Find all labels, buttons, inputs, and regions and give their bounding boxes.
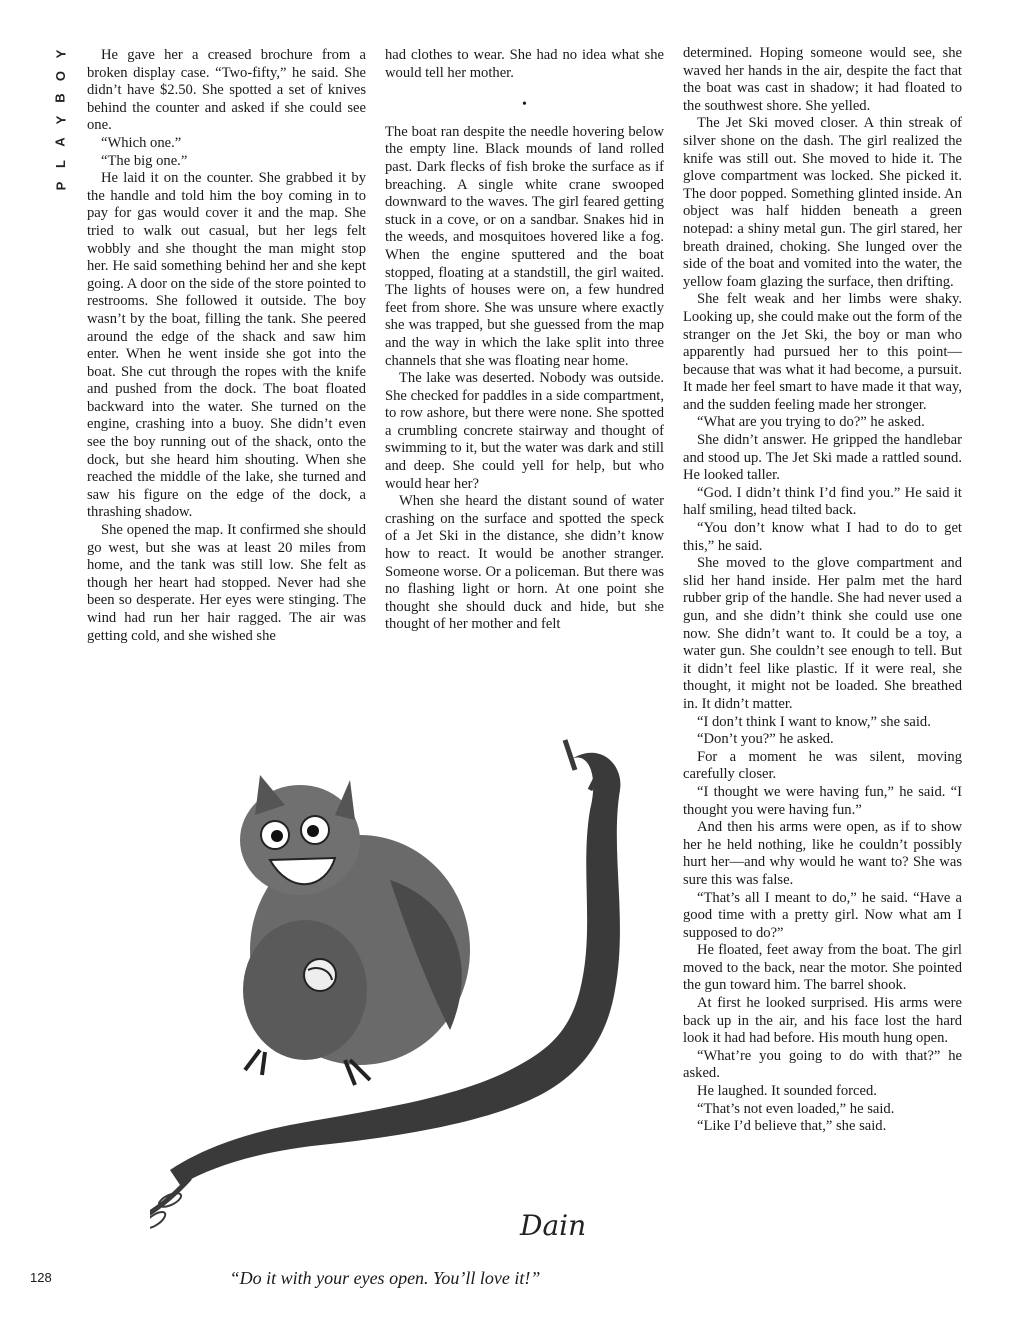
masthead-letter: O <box>53 70 68 82</box>
paragraph: At first he looked surprised. His arms were back up in the air, and his face lost the hard look it had had before. His mouth hung open. <box>683 995 962 1047</box>
paragraph: “What’re you going to do with that?” he asked. <box>683 1047 962 1082</box>
masthead-letter: Y <box>52 49 68 59</box>
paragraph: She opened the map. It confirmed she should go west, but she was at least 20 miles from home, and the tank was still low. She felt as though her heart had stopped. Never had she been so desperate. Her eyes were stinging. The wind had run her hair ragged. The air was getting cold, and she wished she <box>87 522 366 644</box>
cartoon-owls-on-branch <box>150 730 650 1260</box>
paragraph: “Which one.” <box>101 134 182 151</box>
paragraph: “I thought we were having fun,” he said. “I thought you were having fun.” <box>683 783 962 818</box>
masthead-letter: L <box>52 160 68 168</box>
paragraph: “What are you trying to do?” he asked. <box>697 414 925 431</box>
masthead-letter: Y <box>52 115 68 125</box>
paragraph: “Don’t you?” he asked. <box>697 731 834 748</box>
column-2 <box>385 47 664 634</box>
masthead-letter: P <box>52 181 68 191</box>
paragraph: The Jet Ski moved closer. A thin streak of silver shone on the dash. The girl realized the knife was still out. She moved to hide it. The glove compartment was locked. She picked it. The door popped. Something glinted inside. An object was half hidden beneath a green notepad: a shiny metal gun. The girl stared, her breath drained, choking. She lunged over the side of the boat and vomited into the water, the yellow foam glazing the surface, then drifting. <box>683 115 962 290</box>
cartoonist-signature: Dain <box>520 1209 587 1242</box>
paragraph-continued: had clothes to wear. She had no idea what she would tell her mother. <box>385 47 664 81</box>
paragraph: She felt weak and her limbs were shaky. Looking up, she could make out the form of the stranger on the Jet Ski, the boy or man who apparently had pursued her to this point—because that was what it had become, a pursuit. It made her feel smart to have made it that way, and the sudden feeling made her stronger. <box>683 291 962 413</box>
paragraph: He laid it on the counter. She grabbed it by the handle and told him the boy coming in to pay for gas would cover it and the map. She tried to walk out casual, but her legs felt wobbly and she thought the man might stop her. He said something behind her and she kept going. A door on the side of the store pointed to restrooms. She followed it outside. The boy wasn’t by the boat, filling the tank. She peered around the edge of the shack and saw him enter. When he went inside she got into the boat. She cut through the ropes with the knife and pushed from the dock. The boat floated backward into the water. She turned on the engine, crashing into a buoy. She didn’t even see the boy running out of the shack, onto the dock, but she heard him shouting. When she reached the middle of the lake, she turned and saw his figure on the edge of the dock, a thrashing shadow. <box>87 170 366 521</box>
paragraph: “That’s not even loaded,” he said. <box>697 1100 895 1117</box>
paragraph: “I don’t think I want to know,” she said. <box>697 713 931 730</box>
column-1 <box>87 47 366 645</box>
paragraph: “That’s all I meant to do,” he said. “Have a good time with a pretty girl. Now what am I supposed to do?” <box>683 889 962 941</box>
masthead-letter: A <box>52 137 68 147</box>
cartoon-caption: “Do it with your eyes open. You’ll love it!” <box>229 1268 541 1288</box>
paragraph: She moved to the glove compartment and slid her hand inside. Her palm met the hard rubber grip of the handle. She had never used a gun, and she didn’t think she could use one now. She didn’t want to. It could be a toy, a water gun. She couldn’t see enough to tell. But it didn’t feel like plastic. If it were real, she thought, it might not be loaded. She breathed in. It didn’t matter. <box>683 555 962 712</box>
masthead <box>52 46 70 194</box>
paragraph: And then his arms were open, as if to show her he held nothing, like he couldn’t possibly hurt her—and why would he want to? She was sure this was false. <box>683 819 962 888</box>
column-3 <box>683 45 962 1136</box>
paragraph: The boat ran despite the needle hovering below the empty line. Black mounds of land rolled past. Dark flecks of fish broke the surface as if breaching. A single white crane swooped downward to the waves. The girl feared getting stuck in a cove, or on a sandbar. Snakes hid in the weeds, and mosquitoes hovered like a fog. When the engine sputtered and the boat stopped, floating at a standstill, the girl waited. The lights of houses were on, a few hundred feet from shore. She was unsure where exactly she was trapped, but she guessed from the map and the way in which the lake split into three channels that she was floating near home. <box>385 123 664 369</box>
paragraph: “Like I’d believe that,” she said. <box>697 1118 887 1135</box>
page-number: 128 <box>30 1270 52 1285</box>
paragraph: He floated, feet away from the boat. The girl moved to the back, near the motor. She pointed the gun toward him. The barrel shook. <box>683 942 962 994</box>
paragraph: The lake was deserted. Nobody was outside. She checked for paddles in a side compartment, to row ashore, but there were none. She spotted a crumbling concrete stairway and thought of swimming to it, but the water was dark and still and deep. She could yell for help, but who would hear her? <box>385 370 664 492</box>
paragraph: “God. I didn’t think I’d find you.” He said it half smiling, head tilted back. <box>683 484 962 519</box>
paragraph: When she heard the distant sound of water crashing on the surface and spotted the speck of a Jet Ski in the distance, she didn’t know how to react. It would be another stranger. Someone worse. Or a policeman. But there was no flashing light or horn. At one point she thought she should duck and hide, but she thought of her mother and felt <box>385 493 664 633</box>
paragraph-continued: determined. Hoping someone would see, she waved her hands in the air, despite the fact that the boat was cast in shadow; it had floated to the southwest shore. She yelled. <box>683 45 962 114</box>
paragraph: For a moment he was silent, moving carefully closer. <box>683 748 962 783</box>
paragraph: He gave her a creased brochure from a broken display case. “Two-fifty,” he said. She didn’t have $2.50. She spotted a set of knives behind the counter and asked if she could see one. <box>87 47 366 134</box>
paragraph: She didn’t answer. He gripped the handlebar and stood up. The Jet Ski made a rattled sound. He looked taller. <box>683 432 962 484</box>
paragraph: He laughed. It sounded forced. <box>697 1083 877 1100</box>
paragraph: “You don’t know what I had to do to get this,” he said. <box>683 520 962 554</box>
masthead-letter: B <box>52 93 68 103</box>
section-break-ornament: • <box>522 97 527 113</box>
paragraph: “The big one.” <box>101 152 188 169</box>
